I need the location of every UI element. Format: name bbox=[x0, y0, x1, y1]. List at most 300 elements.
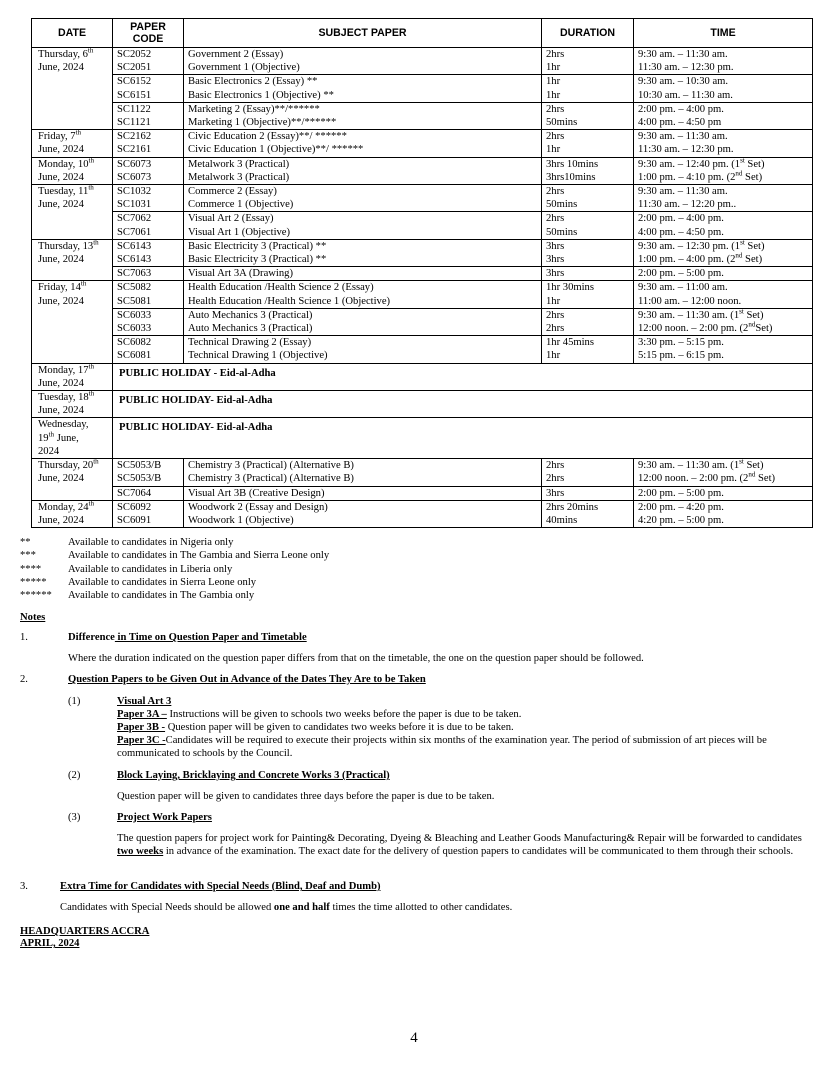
time-range: 2:00 pm. – 5:00 pm. bbox=[638, 487, 724, 499]
legend-item bbox=[20, 589, 329, 602]
date-ordinal: th bbox=[48, 430, 55, 439]
time-line bbox=[638, 75, 808, 88]
time-line bbox=[638, 89, 808, 102]
paper-3b-text: Question paper will be given to candidates two weeks before it is due to be taken. bbox=[165, 722, 514, 733]
holiday-row bbox=[32, 391, 813, 418]
header-paper-code bbox=[113, 19, 184, 48]
paper-code: SC1031 bbox=[117, 199, 152, 211]
visual-art-paper-3c bbox=[117, 734, 807, 761]
time-range: 11:30 am. – 12:20 pm.. bbox=[638, 199, 737, 211]
timetable-header-row bbox=[32, 19, 813, 48]
duration: 40mins bbox=[546, 514, 578, 526]
time-range: 1:00 pm. – 4:10 pm. (2 bbox=[638, 171, 736, 183]
duration: 3hrs bbox=[546, 240, 565, 252]
time-cell bbox=[634, 281, 813, 308]
time-set-ordinal: st bbox=[739, 307, 744, 316]
legend-text: Available to candidates in The Gambia and Sierra Leone only bbox=[68, 550, 330, 562]
date-month-year: June, 2024 bbox=[38, 171, 84, 183]
table-row bbox=[32, 459, 813, 486]
issue-date: APRIL, 2024 bbox=[20, 938, 80, 949]
time-range: 3:30 pm. – 5:15 pm. bbox=[638, 337, 724, 349]
paper-code-cell bbox=[113, 130, 184, 157]
subject-cell bbox=[184, 486, 542, 500]
time-set-label: Set) bbox=[744, 158, 765, 170]
time-range: 9:30 am. – 11:30 am. bbox=[638, 49, 728, 60]
date-line bbox=[38, 501, 108, 514]
duration: 3hrs bbox=[546, 487, 565, 499]
duration: 3hrs bbox=[546, 268, 565, 280]
date-month-year: June, 2024 bbox=[38, 144, 84, 156]
duration-cell bbox=[542, 486, 634, 500]
date-line bbox=[38, 185, 108, 198]
time-line bbox=[638, 103, 808, 116]
date-cell bbox=[32, 48, 113, 130]
time-line bbox=[638, 349, 808, 362]
subject-cell bbox=[184, 212, 542, 239]
time-range: 9:30 am. – 10:30 am. bbox=[638, 76, 729, 88]
time-range: 9:30 am. – 11:30 am. bbox=[638, 131, 728, 143]
table-row bbox=[32, 486, 813, 500]
duration: 50mins bbox=[546, 226, 578, 238]
date-month-year: June, 2024 bbox=[38, 62, 84, 74]
table-row bbox=[32, 48, 813, 75]
date-day: Monday, 17 bbox=[38, 364, 89, 376]
subject-paper: Civic Education 1 (Objective)**/ ****** bbox=[188, 144, 364, 156]
time-line bbox=[638, 226, 808, 239]
duration: 1hr bbox=[546, 76, 561, 88]
time-line bbox=[638, 116, 808, 129]
duration-cell bbox=[542, 157, 634, 184]
time-set-ordinal: st bbox=[740, 156, 745, 165]
table-row bbox=[32, 185, 813, 212]
duration: 1hr bbox=[546, 295, 561, 307]
note-3-text-emphasis: one and half bbox=[273, 902, 330, 913]
time-line bbox=[638, 158, 808, 171]
note-1-title bbox=[68, 631, 307, 644]
legend-text: Available to candidates in Liberia only bbox=[68, 563, 233, 575]
duration: 1hr 45mins bbox=[546, 337, 594, 349]
legend-mark: ** bbox=[20, 537, 31, 548]
time-range: 9:30 am. – 11:30 am. (1 bbox=[638, 309, 740, 321]
time-set-ordinal: st bbox=[739, 457, 744, 466]
time-set-label: Set) bbox=[742, 254, 763, 266]
duration-cell bbox=[542, 308, 634, 335]
date-cell bbox=[32, 391, 113, 418]
subject-paper: Government 2 (Essay) bbox=[188, 49, 284, 60]
public-holiday-cell: PUBLIC HOLIDAY- Eid-al-Adha bbox=[113, 391, 813, 418]
subject-paper: Metalwork 3 (Practical) bbox=[188, 158, 290, 170]
subject-paper: Technical Drawing 1 (Objective) bbox=[188, 350, 328, 362]
subject-cell bbox=[184, 75, 542, 102]
note-3-title: Extra Time for Candidates with Special Needs (Blind, Deaf and Dumb) bbox=[60, 881, 381, 892]
note-1-number: 1. bbox=[20, 632, 28, 643]
date-ordinal: th bbox=[88, 499, 94, 508]
table-row bbox=[32, 308, 813, 335]
header-duration: DURATION bbox=[542, 19, 634, 48]
paper-code: SC7062 bbox=[117, 213, 152, 225]
date-cell bbox=[32, 363, 113, 390]
subject-cell bbox=[184, 185, 542, 212]
date-line bbox=[38, 240, 108, 253]
header-subject-paper: SUBJECT PAPER bbox=[184, 19, 542, 48]
date-line bbox=[38, 48, 108, 61]
time-range: 9:30 am. – 12:30 pm. (1 bbox=[638, 240, 741, 252]
duration: 3hrs 10mins bbox=[546, 158, 599, 170]
time-range: 9:30 am. – 12:40 pm. (1 bbox=[638, 158, 741, 170]
duration: 1hr bbox=[546, 62, 561, 74]
header-date: DATE bbox=[32, 19, 113, 48]
time-range: 9:30 am. – 11:00 am. bbox=[638, 282, 728, 294]
duration: 2hrs 20mins bbox=[546, 501, 599, 513]
note-3-paragraph bbox=[60, 901, 790, 914]
date-day: Monday, 10 bbox=[38, 158, 89, 170]
date-ordinal: th bbox=[80, 279, 87, 288]
paper-code-cell bbox=[113, 239, 184, 266]
note-1-title-pre: Difference bbox=[68, 632, 115, 643]
holiday-row bbox=[32, 418, 813, 459]
time-cell bbox=[634, 267, 813, 281]
duration: 2hrs bbox=[546, 323, 565, 335]
time-range: 11:00 am. – 12:00 noon. bbox=[638, 295, 742, 307]
subject-paper: Visual Art 3A (Drawing) bbox=[188, 268, 293, 280]
paper-code: SC7063 bbox=[117, 268, 152, 280]
duration: 2hrs bbox=[546, 49, 565, 60]
paper-3a-text: Instructions will be given to schools two weeks before the paper is due to be taken. bbox=[166, 709, 522, 720]
subject-paper: Marketing 2 (Essay)**/****** bbox=[188, 103, 320, 115]
paper-code: SC7064 bbox=[117, 487, 152, 499]
note-2-2-number: (2) bbox=[68, 770, 81, 781]
time-line bbox=[638, 212, 808, 225]
note-3-text-a: Candidates with Special Needs should be allowed bbox=[60, 902, 274, 913]
date-line bbox=[38, 364, 108, 377]
note-2-3-paragraph bbox=[117, 832, 807, 859]
time-set-ordinal: nd bbox=[735, 169, 743, 178]
date-day: Friday, 7 bbox=[38, 131, 76, 143]
date-day: Tuesday, 18 bbox=[38, 392, 89, 404]
time-cell bbox=[634, 212, 813, 239]
paper-code: SC2051 bbox=[117, 62, 152, 74]
duration: 1hr bbox=[546, 350, 561, 362]
legend-mark: ***** bbox=[20, 576, 47, 588]
date-ordinal: th bbox=[93, 238, 99, 247]
legend-item bbox=[20, 549, 329, 562]
duration-cell bbox=[542, 281, 634, 308]
time-set-ordinal: st bbox=[740, 238, 745, 247]
note-2-title: Question Papers to be Given Out in Advance of the Dates They Are to be Taken bbox=[68, 674, 426, 685]
subject-paper: Basic Electronics 2 (Essay) ** bbox=[188, 76, 318, 88]
paper-code-cell bbox=[113, 486, 184, 500]
visual-art-paper-3b bbox=[117, 721, 807, 734]
time-range: 2:00 pm. – 4:20 pm. bbox=[638, 501, 724, 513]
subject-paper: Auto Mechanics 3 (Practical) bbox=[188, 309, 313, 321]
legend-mark: **** bbox=[20, 563, 42, 575]
date-month: June, bbox=[54, 432, 79, 444]
subject-paper: Health Education /Health Science 1 (Objective) bbox=[188, 295, 391, 307]
legend-item bbox=[20, 536, 329, 549]
subject-paper: Visual Art 3B (Creative Design) bbox=[188, 487, 325, 499]
date-day: Thursday, 13 bbox=[38, 240, 94, 252]
subject-paper: Marketing 1 (Objective)**/****** bbox=[188, 117, 337, 129]
date-day: Thursday, 20 bbox=[38, 460, 94, 472]
table-row bbox=[32, 281, 813, 308]
headquarters-location: HEADQUARTERS ACCRA bbox=[20, 926, 150, 937]
subject-cell bbox=[184, 500, 542, 527]
subject-paper: Commerce 1 (Objective) bbox=[188, 199, 294, 211]
time-range: 5:15 pm. – 6:15 pm. bbox=[638, 350, 724, 362]
time-range: 9:30 am. – 11:30 am. bbox=[638, 186, 728, 198]
legend-text: Available to candidates in Sierra Leone only bbox=[68, 576, 257, 588]
paper-3a-label: Paper 3A – bbox=[117, 709, 167, 720]
time-line bbox=[638, 514, 808, 527]
header-time: TIME bbox=[634, 19, 813, 48]
duration-cell bbox=[542, 336, 634, 363]
time-line bbox=[638, 143, 808, 156]
paper-code-cell bbox=[113, 75, 184, 102]
paper-code-cell bbox=[113, 102, 184, 129]
date-month-year: June, 2024 bbox=[38, 254, 84, 266]
date-ordinal: th bbox=[88, 183, 94, 192]
duration: 2hrs bbox=[546, 473, 565, 485]
date-month-year: June, 2024 bbox=[38, 405, 84, 417]
time-range: 12:00 noon. – 2:00 pm. (2 bbox=[638, 473, 749, 485]
footnote-legend bbox=[20, 536, 329, 602]
time-range: 1:00 pm. – 4:00 pm. (2 bbox=[638, 254, 736, 266]
paper-code: SC1121 bbox=[117, 117, 151, 129]
time-line bbox=[638, 295, 808, 308]
subject-paper: Visual Art 1 (Objective) bbox=[188, 226, 291, 238]
paper-3c-label: Paper 3C - bbox=[117, 735, 166, 746]
time-range: 11:30 am. – 12:30 pm. bbox=[638, 62, 734, 74]
time-range: 12:00 noon. – 2:00 pm. (2 bbox=[638, 323, 749, 335]
paper-3b-label: Paper 3B - bbox=[117, 722, 166, 733]
date-weekday: Wednesday, bbox=[38, 419, 89, 431]
date-day: Tuesday, 11 bbox=[38, 186, 89, 198]
paper-code: SC5053/B bbox=[117, 460, 162, 472]
paper-code-cell bbox=[113, 157, 184, 184]
paper-code: SC6033 bbox=[117, 309, 152, 321]
time-set-label: Set) bbox=[743, 460, 764, 472]
date-month-year: June, 2024 bbox=[38, 514, 84, 526]
date-month-year: June, 2024 bbox=[38, 295, 84, 307]
date-cell bbox=[32, 185, 113, 240]
note-2-3-title: Project Work Papers bbox=[117, 812, 212, 823]
paper-code-cell bbox=[113, 308, 184, 335]
note-1-paragraph: Where the duration indicated on the question paper differs from that on the timetable, the one on the question paper should be followed. bbox=[68, 653, 644, 664]
paper-code: SC6151 bbox=[117, 89, 152, 101]
paper-code: SC6152 bbox=[117, 76, 152, 88]
time-cell bbox=[634, 185, 813, 212]
time-line bbox=[638, 472, 808, 485]
paper-code: SC5082 bbox=[117, 282, 152, 294]
time-line bbox=[638, 240, 808, 253]
visual-art-paper-3a bbox=[117, 708, 807, 721]
time-line bbox=[638, 61, 808, 74]
time-cell bbox=[634, 157, 813, 184]
time-set-label: Set) bbox=[755, 323, 773, 335]
date-ordinal: th bbox=[88, 362, 94, 371]
subject-cell bbox=[184, 267, 542, 281]
subject-paper: Basic Electricity 3 (Practical) ** bbox=[188, 240, 327, 252]
table-row bbox=[32, 336, 813, 363]
date-cell bbox=[32, 157, 113, 184]
subject-paper: Metalwork 3 (Practical) bbox=[188, 171, 290, 183]
paper-code: SC6082 bbox=[117, 337, 152, 349]
time-set-label: Set) bbox=[743, 309, 764, 321]
paper-code: SC1122 bbox=[117, 103, 151, 115]
legend-item bbox=[20, 563, 329, 576]
holiday-row bbox=[32, 363, 813, 390]
time-set-label: Set) bbox=[742, 171, 763, 183]
note-2-3-text-c: in advance of the examination. The exact date for the delivery of question papers to candidates will be communicated to them through their schools. bbox=[163, 846, 794, 858]
date-ordinal: th bbox=[75, 128, 82, 137]
time-cell bbox=[634, 130, 813, 157]
duration-cell bbox=[542, 130, 634, 157]
paper-code: SC1032 bbox=[117, 186, 152, 198]
duration: 3hrs bbox=[546, 254, 565, 266]
subject-paper: Civic Education 2 (Essay)**/ ****** bbox=[188, 131, 347, 143]
table-row bbox=[32, 500, 813, 527]
subject-cell bbox=[184, 308, 542, 335]
date-line bbox=[38, 459, 108, 472]
duration: 2hrs bbox=[546, 103, 565, 115]
subject-cell bbox=[184, 157, 542, 184]
note-2-1-title: Visual Art 3 bbox=[117, 696, 172, 707]
legend-list bbox=[20, 536, 329, 602]
date-cell bbox=[32, 239, 113, 281]
time-set-ordinal: nd bbox=[748, 320, 756, 329]
date-ordinal: th bbox=[93, 457, 99, 466]
date-day: Monday, 24 bbox=[38, 501, 89, 513]
paper-code-cell bbox=[113, 500, 184, 527]
time-line bbox=[638, 309, 808, 322]
paper-code-cell bbox=[113, 212, 184, 239]
duration: 1hr bbox=[546, 144, 561, 156]
note-2-3-text-emphasis: two weeks bbox=[117, 846, 164, 858]
time-range: 4:00 pm. – 4:50 pm bbox=[638, 117, 722, 129]
time-cell bbox=[634, 75, 813, 102]
time-range: 2:00 pm. – 4:00 pm. bbox=[638, 213, 724, 225]
time-line bbox=[638, 501, 808, 514]
subject-paper: Chemistry 3 (Practical) (Alternative B) bbox=[188, 473, 354, 485]
paper-code: SC6073 bbox=[117, 158, 152, 170]
table-row bbox=[32, 157, 813, 184]
note-2-1-number: (1) bbox=[68, 696, 81, 707]
public-holiday-cell: PUBLIC HOLIDAY - Eid-al-Adha bbox=[113, 363, 813, 390]
legend-mark: ****** bbox=[20, 590, 52, 602]
subject-cell bbox=[184, 130, 542, 157]
date-line bbox=[38, 391, 108, 404]
duration-cell bbox=[542, 267, 634, 281]
paper-3c-text: Candidates will be required to execute their projects within six months of the examination year. The period of submission of art pieces will be communicated to schools by the Council. bbox=[117, 735, 767, 760]
time-cell bbox=[634, 239, 813, 266]
note-2-2-paragraph: Question paper will be given to candidates three days before the paper is due to be taken. bbox=[117, 791, 495, 802]
date-year: 2024 bbox=[38, 445, 60, 457]
time-set-ordinal: nd bbox=[748, 470, 756, 479]
duration-cell bbox=[542, 459, 634, 486]
date-day: 19 bbox=[38, 432, 49, 444]
subject-paper: Technical Drawing 2 (Essay) bbox=[188, 337, 312, 349]
date-ordinal: th bbox=[88, 389, 95, 398]
note-1-title-underlined: in Time on Question Paper and Timetable bbox=[114, 632, 307, 643]
note-3-text-c: times the time allotted to other candidates. bbox=[329, 902, 513, 913]
subject-cell bbox=[184, 239, 542, 266]
subject-cell bbox=[184, 459, 542, 486]
time-line bbox=[638, 336, 808, 349]
duration: 50mins bbox=[546, 117, 578, 129]
subject-paper: Commerce 2 (Essay) bbox=[188, 186, 277, 198]
time-line bbox=[638, 253, 808, 266]
paper-code-cell bbox=[113, 185, 184, 212]
duration-cell bbox=[542, 500, 634, 527]
duration: 1hr 30mins bbox=[546, 282, 594, 294]
date-cell bbox=[32, 281, 113, 363]
table-row bbox=[32, 267, 813, 281]
page-number: 4 bbox=[410, 1030, 418, 1046]
time-range: 10:30 am. – 11:30 am. bbox=[638, 89, 733, 101]
paper-code: SC2162 bbox=[117, 131, 152, 143]
paper-code: SC6143 bbox=[117, 254, 152, 266]
paper-code: SC5081 bbox=[117, 295, 152, 307]
time-range: 11:30 am. – 12:30 pm. bbox=[638, 144, 734, 156]
paper-code-cell bbox=[113, 267, 184, 281]
header-paper-code-line2: CODE bbox=[132, 33, 164, 45]
duration: 2hrs bbox=[546, 186, 565, 198]
paper-code: SC7061 bbox=[117, 226, 152, 238]
subject-paper: Woodwork 1 (Objective) bbox=[188, 514, 294, 526]
table-row bbox=[32, 102, 813, 129]
duration: 50mins bbox=[546, 199, 578, 211]
time-range: 2:00 pm. – 4:00 pm. bbox=[638, 103, 724, 115]
time-range: 9:30 am. – 11:30 am. (1 bbox=[638, 460, 740, 472]
timetable bbox=[31, 18, 813, 528]
subject-cell bbox=[184, 102, 542, 129]
time-set-label: Set) bbox=[744, 240, 765, 252]
time-range: 4:00 pm. – 4:50 pm. bbox=[638, 226, 724, 238]
paper-code: SC2052 bbox=[117, 49, 152, 60]
time-line bbox=[638, 185, 808, 198]
signature-block bbox=[20, 926, 149, 950]
paper-code-cell bbox=[113, 48, 184, 75]
duration-cell bbox=[542, 48, 634, 75]
time-cell bbox=[634, 336, 813, 363]
duration: 2hrs bbox=[546, 131, 565, 143]
date-line bbox=[38, 281, 108, 294]
time-line bbox=[638, 459, 808, 472]
date-month-year: June, 2024 bbox=[38, 199, 84, 211]
time-line bbox=[638, 130, 808, 143]
paper-code: SC6081 bbox=[117, 350, 152, 362]
legend-mark: *** bbox=[20, 550, 36, 562]
time-range: 2:00 pm. – 5:00 pm. bbox=[638, 268, 724, 280]
time-line bbox=[638, 281, 808, 294]
date-day: Thursday, 6 bbox=[38, 49, 88, 60]
paper-code: SC6033 bbox=[117, 323, 152, 335]
table-row bbox=[32, 130, 813, 157]
time-line bbox=[638, 267, 808, 280]
paper-code: SC6091 bbox=[117, 514, 152, 526]
paper-code: SC2161 bbox=[117, 144, 152, 156]
note-2-3-number: (3) bbox=[68, 812, 81, 823]
paper-code-cell bbox=[113, 281, 184, 308]
duration-cell bbox=[542, 102, 634, 129]
date-line bbox=[38, 432, 108, 445]
time-set-label: Set) bbox=[755, 473, 776, 485]
date-ordinal: th bbox=[88, 156, 94, 165]
subject-paper: Basic Electricity 3 (Practical) ** bbox=[188, 254, 327, 266]
time-cell bbox=[634, 48, 813, 75]
duration-cell bbox=[542, 185, 634, 212]
header-paper-code-line1: PAPER bbox=[130, 21, 166, 33]
